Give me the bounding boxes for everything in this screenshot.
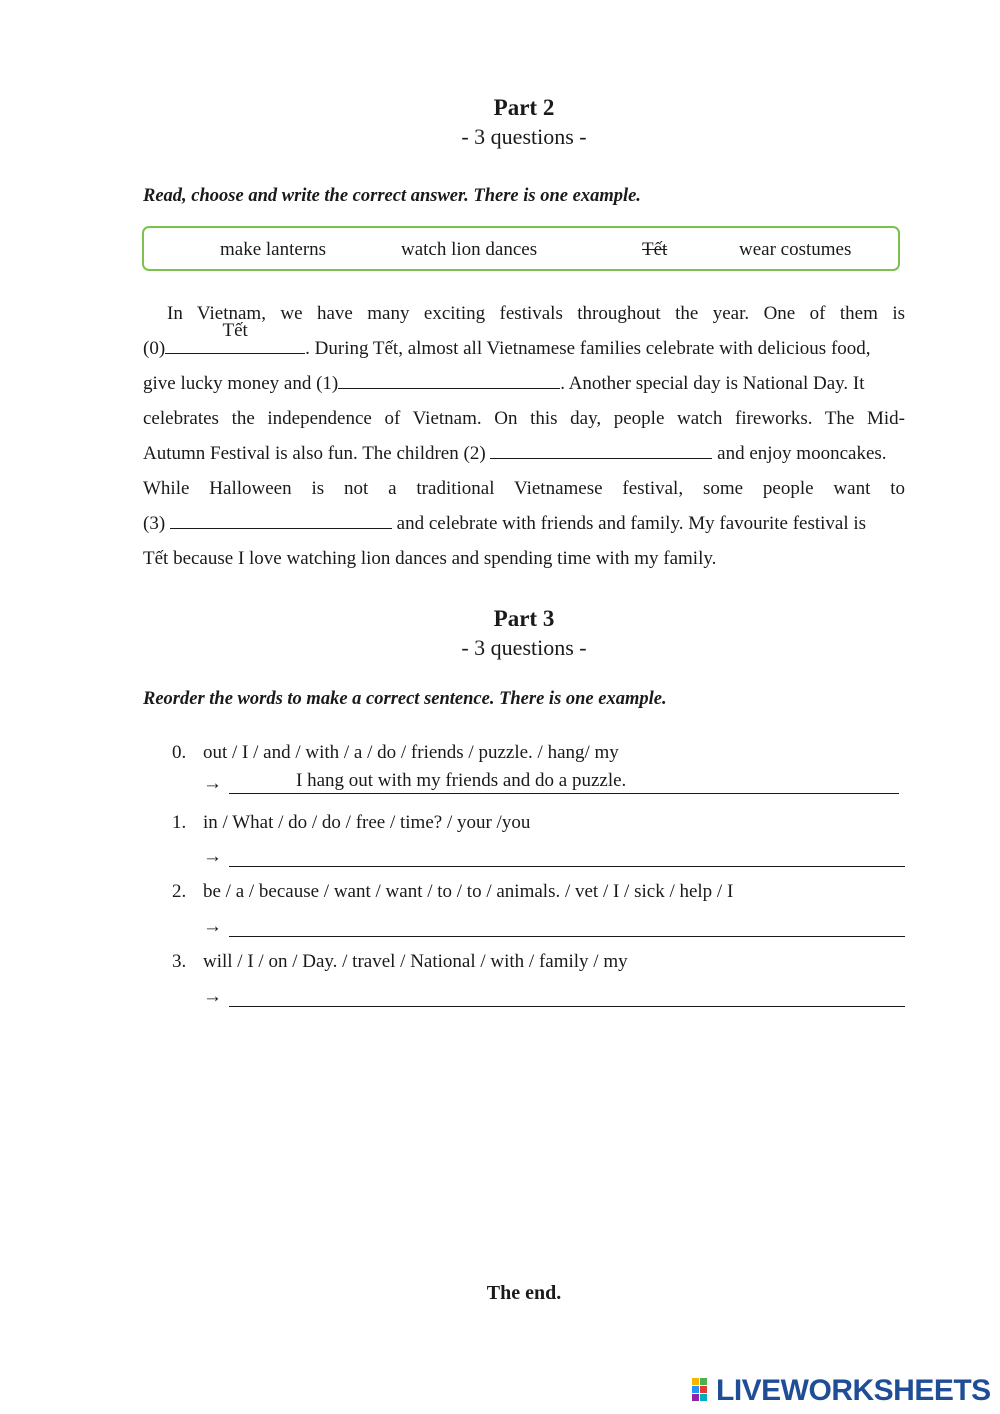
blank-3[interactable]: [170, 510, 392, 529]
end-label: The end.: [486, 1282, 562, 1304]
part3-instruction: Reorder the words to make a correct sentence. There is one example.: [143, 689, 667, 709]
blank-2[interactable]: [490, 440, 712, 459]
passage-line: (3) and celebrate with friends and family. My favourite festival is: [143, 506, 905, 541]
part3-subtitle: - 3 questions -: [461, 635, 587, 660]
passage-line: give lucky money and (1) . Another special day is National Day. It: [143, 366, 905, 401]
question-number: 1.: [172, 812, 187, 833]
liveworksheets-logo-icon: [692, 1378, 714, 1402]
part2-subtitle: - 3 questions -: [461, 124, 587, 149]
part3-title: Part 3: [493, 606, 555, 631]
question-number: 3.: [172, 951, 187, 972]
word-bank-item: wear costumes: [739, 239, 852, 260]
word-bank-item: make lanterns: [220, 239, 327, 260]
question-number: 2.: [172, 881, 187, 902]
blank-1[interactable]: [338, 370, 560, 389]
part2-instruction: Read, choose and write the correct answer. There is one example.: [143, 186, 641, 206]
part2-title: Part 2: [493, 95, 555, 120]
word-bank: [142, 226, 900, 271]
question-words: will / I / on / Day. / travel / National / with / family / my: [203, 951, 628, 972]
blank-0: [165, 320, 305, 354]
passage-line: Tết because I love watching lion dances and spending time with my family.: [143, 548, 717, 569]
passage-line: While Halloween is not a traditional Vietnamese festival, some people want to: [143, 478, 905, 499]
liveworksheets-logo-text: LIVEWORKSHEETS: [716, 1374, 991, 1407]
answer-input-2[interactable]: [229, 936, 905, 937]
arrow-icon: →: [203, 773, 222, 794]
answer-line-example: [229, 770, 899, 794]
answer-input-1[interactable]: [229, 866, 905, 867]
word-bank-item: watch lion dances: [401, 239, 538, 260]
passage-line: In Vietnam, we have many exciting festivals throughout the year. One of them is: [167, 303, 905, 324]
passage-line: Autumn Festival is also fun. The children (2) and enjoy mooncakes.: [143, 436, 905, 471]
arrow-icon: →: [203, 846, 222, 867]
question-words: be / a / because / want / want / to / to / animals. / vet / I / sick / help / I: [203, 881, 734, 902]
question-words: out / I / and / with / a / do / friends / puzzle. / hang/ my: [203, 742, 619, 763]
question-words: in / What / do / do / free / time? / your /you: [203, 812, 531, 833]
passage-line: celebrates the independence of Vietnam. On this day, people watch fireworks. The Mid-: [143, 408, 905, 429]
word-bank-item-used: Tết: [642, 239, 668, 260]
answer-input-3[interactable]: [229, 1006, 905, 1007]
arrow-icon: →: [203, 986, 222, 1007]
example-answer: Tết: [222, 320, 248, 341]
passage-line: (0) Tết . During Tết, almost all Vietnamese families celebrate with delicious food,: [143, 331, 905, 366]
question-number: 0.: [172, 742, 187, 763]
example-answer: I hang out with my friends and do a puzzle.: [296, 770, 627, 791]
arrow-icon: →: [203, 916, 222, 937]
